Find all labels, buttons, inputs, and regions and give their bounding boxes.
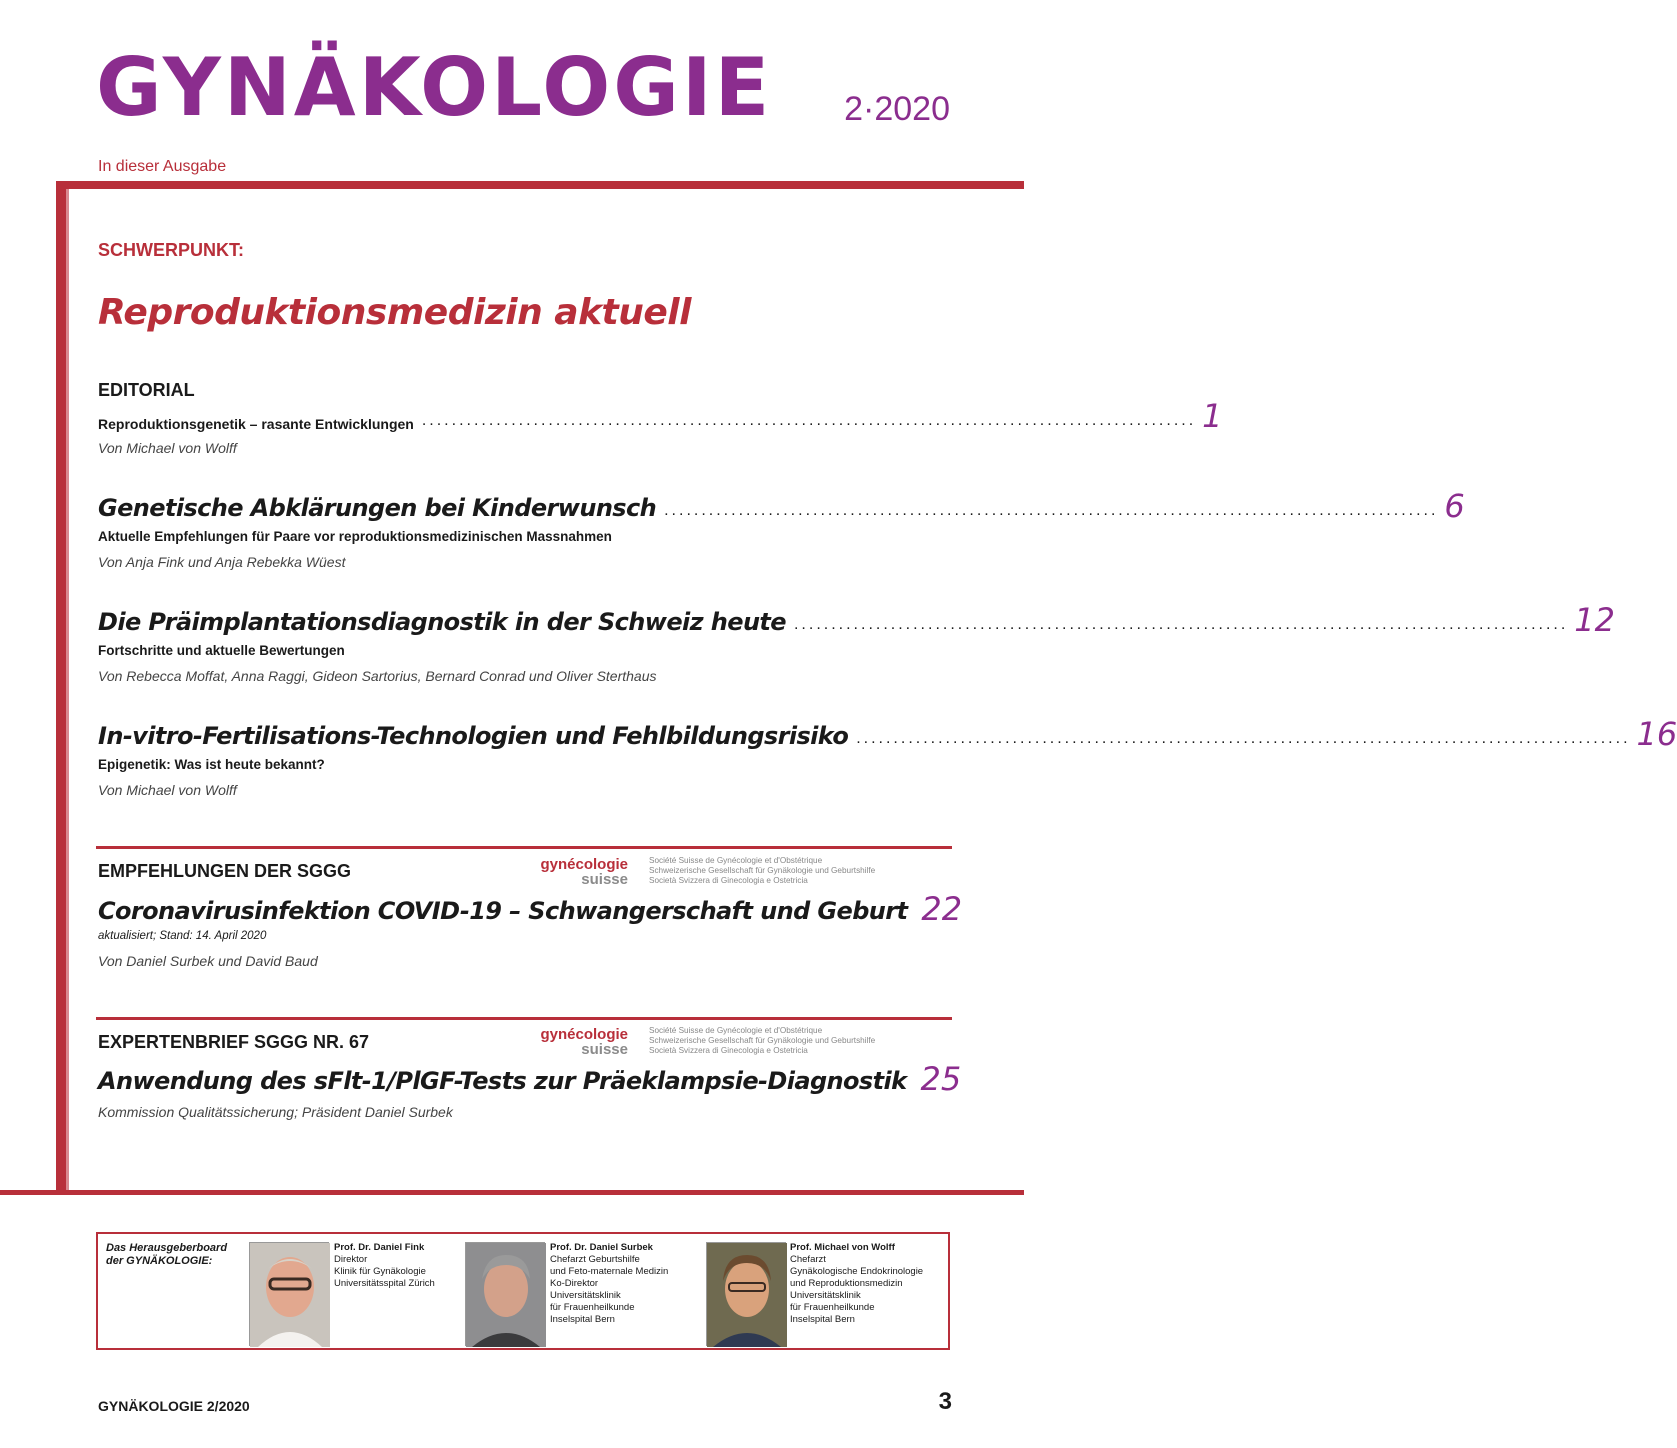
society-names: Société Suisse de Gynécologie et d'Obstétrique Schweizerische Gesellschaft für Gynäkologie und Geburtshilfe Società Svizzera di Ginecologia e Ostetricia [649, 1026, 876, 1055]
logo-line-2: suisse [581, 871, 628, 888]
frame-inner-rule [66, 189, 69, 1190]
leader-dots: ........................................................................................................ [793, 615, 1569, 633]
toc-entry-title: Anwendung des sFlt-1/PlGF-Tests zur Präeklampsie-Diagnostik [98, 1067, 907, 1095]
toc-entry-author: Von Rebecca Moffat, Anna Raggi, Gideon Sartorius, Bernard Conrad und Oliver Sterthaus [98, 668, 657, 684]
section-divider [96, 846, 952, 849]
toc-entry-author: Von Daniel Surbek und David Baud [98, 953, 318, 969]
leader-dots: ........................................................................................................ [421, 411, 1197, 429]
toc-entry-expert[interactable] [98, 1060, 962, 1098]
toc-entry-author: Von Anja Fink und Anja Rebekka Wüest [98, 554, 346, 570]
toc-entry-note: aktualisiert; Stand: 14. April 2020 [98, 930, 267, 942]
toc-entry-title: In-vitro-Fertilisations-Technologien und Fehlbildungsrisiko [98, 722, 849, 750]
toc-entry-title: Genetische Abklärungen bei Kinderwunsch [98, 494, 657, 522]
section-divider [96, 1017, 952, 1020]
masthead-title: GYNÄKOLOGIE [96, 41, 773, 134]
toc-entry-article-3[interactable] [98, 715, 1677, 753]
board-member-von-wolff: Prof. Michael von Wolff Chefarzt Gynäkologische Endokrinologie und Reproduktionsmedizin Universitätsklinik für Frauenheilkunde Inselspital Bern [790, 1242, 924, 1325]
gynecologie-suisse-logo [534, 1026, 876, 1060]
toc-entry-author: Von Michael von Wolff [98, 440, 237, 456]
focus-title: Reproduktionsmedizin aktuell [98, 292, 691, 333]
toc-entry-page: 16 [1636, 715, 1677, 753]
toc-entry-article-2[interactable] [98, 601, 1616, 639]
board-member-fink: Prof. Dr. Daniel Fink Direktor Klinik für Gynäkologie Universitätsspital Zürich [334, 1242, 435, 1289]
toc-entry-editorial[interactable] [98, 397, 1223, 435]
issue-number: 2·2020 [844, 90, 950, 128]
logo-line-2: suisse [581, 1041, 628, 1058]
page-number: 3 [938, 1388, 952, 1415]
frame-bottom-rule [0, 1190, 1024, 1195]
toc-entry-title: Die Präimplantationsdiagnostik in der Schweiz heute [98, 608, 786, 636]
focus-kicker: SCHWERPUNKT: [98, 240, 244, 260]
toc-entry-page: 22 [921, 890, 963, 928]
toc-entry-subtitle: Epigenetik: Was ist heute bekannt? [98, 757, 325, 772]
portrait-photo-surbek [465, 1242, 545, 1346]
editorial-board-label: Das Herausgeberboard der GYNÄKOLOGIE: [106, 1242, 228, 1267]
logo-line-1: gynécologie [540, 856, 628, 873]
frame-left-rule [56, 181, 66, 1195]
toc-entry-sggg[interactable] [98, 890, 963, 928]
gynecologie-suisse-logo [534, 856, 876, 890]
toc-entry-page: 12 [1574, 601, 1616, 639]
toc-entry-article-1[interactable] [98, 487, 1465, 525]
toc-entry-subtitle: Aktuelle Empfehlungen für Paare vor reproduktionsmedizinischen Massnahmen [98, 529, 612, 544]
toc-entry-page: 6 [1444, 487, 1465, 525]
toc-entry-page: 25 [920, 1060, 962, 1098]
logo-line-1: gynécologie [540, 1026, 628, 1043]
sggg-kicker: EMPFEHLUNGEN DER SGGG [98, 861, 352, 881]
contents-subtitle: In dieser Ausgabe [98, 158, 227, 175]
toc-entry-subtitle: Fortschritte und aktuelle Bewertungen [98, 643, 345, 658]
portrait-photo-von-wolff [706, 1242, 786, 1346]
toc-entry-title: Coronavirusinfektion COVID-19 – Schwangerschaft und Geburt [98, 897, 908, 925]
toc-entry-page: 1 [1202, 397, 1223, 435]
frame-top-rule [56, 181, 1024, 189]
leader-dots: ........................................................................................................ [856, 729, 1631, 747]
board-member-surbek: Prof. Dr. Daniel Surbek Chefarzt Geburtshilfe und Feto-maternale Medizin Ko-Direktor Universitätsklinik für Frauenheilkunde Inselspital Bern [550, 1242, 669, 1325]
editorial-kicker: EDITORIAL [98, 380, 195, 400]
leader-dots: ........................................................................................................ [664, 501, 1439, 519]
portrait-photo-fink [249, 1242, 329, 1346]
expert-kicker: EXPERTENBRIEF SGGG NR. 67 [98, 1032, 370, 1052]
toc-entry-author: Kommission Qualitätssicherung; Präsident Daniel Surbek [98, 1104, 453, 1120]
society-names: Société Suisse de Gynécologie et d'Obstétrique Schweizerische Gesellschaft für Gynäkologie und Geburtshilfe Società Svizzera di Ginecologia e Ostetricia [649, 856, 876, 885]
footer-journal-issue: GYNÄKOLOGIE 2/2020 [98, 1398, 250, 1414]
toc-entry-author: Von Michael von Wolff [98, 782, 237, 798]
toc-entry-title: Reproduktionsgenetik – rasante Entwicklungen [98, 416, 414, 432]
